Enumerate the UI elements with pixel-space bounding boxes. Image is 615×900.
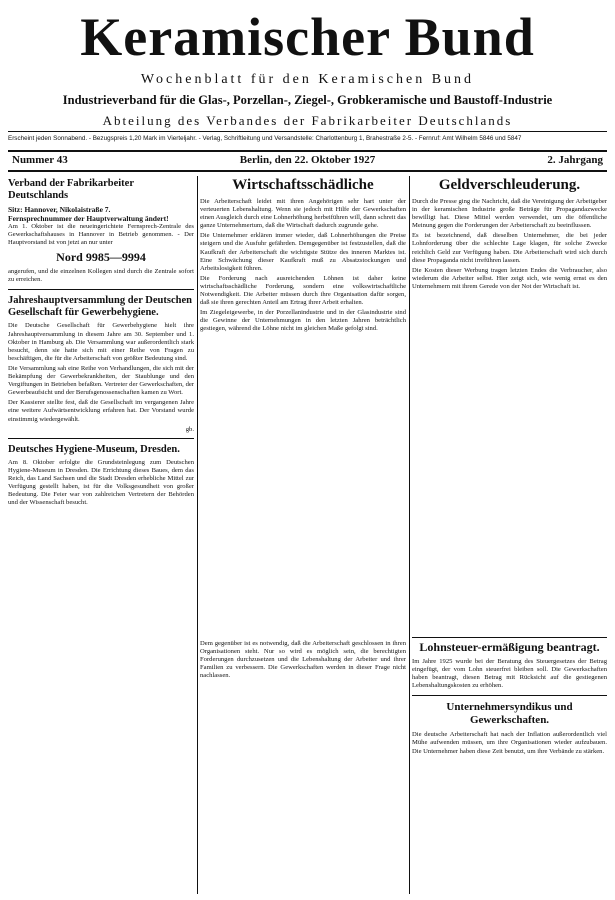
lead-continuation: Dem gegenüber ist es notwendig, daß die Arbeiterschaft geschlossen in ihren Organisationen steht. Nur so wird es möglich sein, die berechtigten Forderungen durchzusetzen und die Lebenshaltung der Arbeiter und ihrer Familien zu verbessern. Die Gewerkschaften werden in dieser Frage nicht nachlassen. xyxy=(200,640,406,680)
notice-address: Sitz: Hannover, Nikolaistraße 7. xyxy=(8,205,111,214)
column-divider xyxy=(197,176,198,894)
publication-info: Erscheint jeden Sonnabend. - Bezugspreis 1,20 Mark im Vierteljahr. - Verlag, Schriftleitung und Versandstelle: Charlottenburg 1, Brahestraße 2-5. - Fernruf: Amt Wilhelm 5846 und 5847 xyxy=(8,135,522,142)
right-column xyxy=(412,176,607,636)
lead-paragraph: Die Arbeiterschaft leidet mit ihren Angehörigen sehr hart unter der verteuerten Lebenshaltung. Wenn sie jedoch mit Hilfe der Gewerkschaften einen Ausgleich durch eine Lohnerhöhung herbeiführen will, dann schreit das ganze Unternehmertum, daß die Wirtschaft dadurch zugrunde gehe. xyxy=(200,198,406,230)
meeting-signature: gb. xyxy=(185,425,194,433)
right-paragraph: Die Kosten dieser Werbung tragen letzten Endes die Verbraucher, also wiederum die Arbeiter selbst. Hier zeigt sich, wie wenig ernst es den Unternehmern mit ihrem Gerede von der Not der Wirtschaft ist. xyxy=(412,266,607,290)
lead-paragraph: Im Ziegeleigewerbe, in der Porzellanindustrie und in der Glasindustrie sind die Gewinne der Unternehmungen in den letzten Jahren beträchtlich gestiegen, während die Löhne nicht im gleichen Maße gefolgt sind. xyxy=(200,309,406,333)
meeting-heading: Jahreshauptversammlung der Deutschen Gesellschaft für Gewerbehygiene. xyxy=(8,295,192,319)
meeting-paragraph: Die Versammlung sah eine Reihe von Verhandlungen, die sich mit der Bekämpfung der Gewerbekrankheiten, der Staublunge und den Vergiftungen in Betrieben befaßten. Vertreter der Gewerkschaften, der Gewerbeaufsicht und der Berufsgenossenschaften kamen zu Wort. xyxy=(8,364,194,397)
middle-lower-column xyxy=(200,640,406,894)
separator xyxy=(412,695,607,696)
meeting-paragraph: Der Kassierer stellte fest, daß die Gesellschaft im vergangenen Jahre eine weitere Aufwärtsentwicklung erfahren hat. Der Vorstand wurde einstimmig wiedergewählt. xyxy=(8,399,194,423)
tax-paragraph: Im Jahre 1925 wurde bei der Beratung des Steuergesetzes der Betrag eingefügt, der vom Lohn steuerfrei bleiben soll. Die Gewerkschaften haben beantragt, diesen Betrag mit Rücksicht auf die gestiegenen Lebenshaltungskosten zu erhöhen. xyxy=(412,658,607,690)
lead-paragraph: Die Forderung nach ausreichenden Löhnen ist daher keine wirtschaftsschädliche Forderung, sondern eine volkswirtschaftliche Notwendigkeit. Die Arbeiter müssen durch ihre Organisation dafür sorgen, daß sie ihren gerechten Anteil am Ertrag ihrer Arbeit erhalten. xyxy=(200,274,406,307)
meeting-paragraph: Die Deutsche Gesellschaft für Gewerbehygiene hielt ihre Jahreshauptversammlung in diesem Jahre am 30. September und 1. Oktober in Hamburg ab. Die Versammlung war außerordentlich stark besucht, denn sie hatte sich mit einer Reihe von Fragen zu beschäftigen, die für die Arbeiterschaft von größter Bedeutung sind. xyxy=(8,322,194,362)
museum-heading: Deutsches Hygiene-Museum, Dresden. xyxy=(8,443,180,455)
notice-end: angerufen, und die einzelnen Kollegen sind durch die Zentrale sofort zu erreichen. xyxy=(8,268,194,284)
notice-line: Fernsprechnummer der Hauptverwaltung ändert! xyxy=(8,214,169,223)
separator xyxy=(8,289,194,290)
column-divider xyxy=(409,176,410,894)
tax-heading: Lohnsteuer-ermäßigung beantragt. xyxy=(419,640,600,654)
syndicus-paragraph: Die deutsche Arbeiterschaft hat nach der Inflation außerordentlich viel Mühe aufwenden müssen, um ihre Organisationen wieder aufzubauen. Die Unternehmer haben diese Zeit benutzt, um ihre Verbände zu stärken. xyxy=(412,731,607,755)
issue-year: 2. Jahrgang xyxy=(547,154,603,166)
issue-dateline: Berlin, den 22. Oktober 1927 xyxy=(239,154,376,166)
masthead-department-line: Abteilung des Verbandes der Fabrikarbeiter Deutschlands xyxy=(102,113,513,128)
right-article-heading: Geldverschleuderung. xyxy=(438,177,581,193)
left-column xyxy=(8,176,194,894)
lead-paragraph: Die Unternehmer erklären immer wieder, daß Lohnerhöhungen die Preise steigern und die Ausfuhr gefährden. Demgegenüber ist festzustellen, daß die Kaufkraft der Arbeiterschaft die wichtigste Stütze des inneren Marktes ist. Eine Schwächung dieser Kaufkraft muß zu Absatzstockungen und Arbeitslosigkeit führen. xyxy=(200,232,406,272)
notice-heading: Verband der Fabrikarbeiter Deutschlands xyxy=(8,178,134,201)
right-paragraph: Es ist bezeichnend, daß dieselben Unternehmer, die bei jeder Lohnforderung über die schlechte Lage klagen, für solche Zwecke reichlich Geld zur Verfügung haben. Die Arbeiterschaft wird sich durch diese Propaganda nicht irreführen lassen. xyxy=(412,232,607,264)
syndicus-heading: Unternehmersyndikus und Gewerkschaften. xyxy=(446,701,573,727)
issue-bar xyxy=(8,150,607,172)
right-paragraph: Durch die Presse ging die Nachricht, daß die Vereinigung der Arbeitgeber in der keramischen Industrie große Beträge für Propagandazwecke bewilligt hat. Diese Mittel werden verwendet, um die öffentliche Meinung gegen die Forderungen der Arbeiterschaft zu beeinflussen. xyxy=(412,198,607,230)
notice-text: Am 1. Oktober ist die neueingerichtete Fernsprech-Zentrale des Gewerkschaftshauses in Hannover in Betrieb genommen. - Der Hauptvorstand ist von jetzt an nur unter xyxy=(8,223,194,247)
masthead-title: Keramischer Bund xyxy=(80,7,535,67)
masthead-subtitle: Wochenblatt für den Keramischen Bund xyxy=(140,72,475,87)
masthead-union-line: Industrieverband für die Glas-, Porzellan-, Ziegel-, Grobkeramische und Baustoff-Industrie xyxy=(62,93,553,107)
middle-column xyxy=(200,176,406,636)
museum-paragraph: Am 8. Oktober erfolgte die Grundsteinlegung zum Deutschen Hygiene-Museum in Dresden. Die Errichtung dieses Baues, dem das Reich, das Land Sachsen und die Stadt Dresden erhebliche Mittel zur Verfügung gestellt haben, ist für die Volksgesundheit von großer Bedeutung. Die Feier war von zahlreichen Vertretern der Behörden und der Wissenschaft besucht. xyxy=(8,458,194,507)
separator xyxy=(8,438,194,439)
right-lower-column xyxy=(412,640,607,894)
masthead-rule xyxy=(8,131,607,132)
lead-article-heading: Wirtschaftsschädliche xyxy=(232,177,374,193)
issue-number: Nummer 43 xyxy=(12,154,68,166)
section-rule xyxy=(412,637,607,638)
phone-number: Nord 9985—9994 xyxy=(56,250,146,265)
